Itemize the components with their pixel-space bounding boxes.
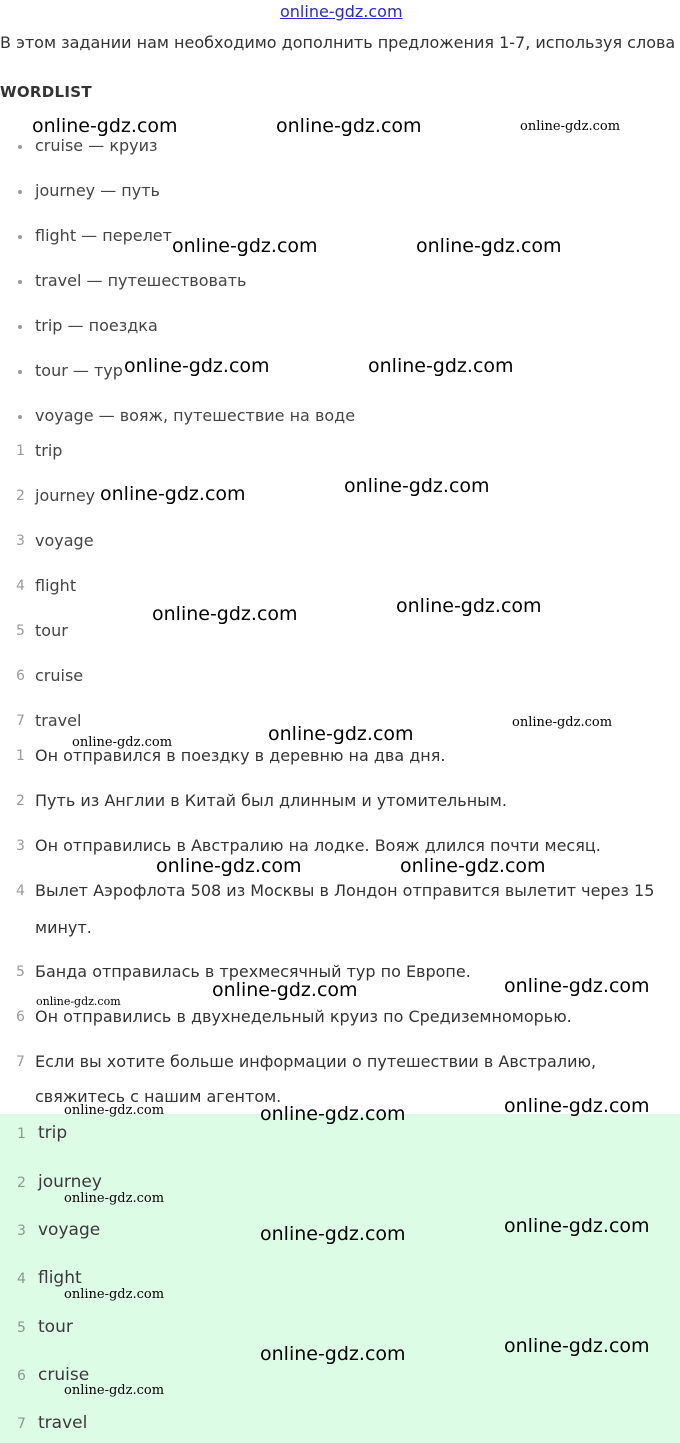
wordlist-item: voyage — вояж, путешествие на воде — [35, 406, 356, 425]
sentence: Он отправился в поездку в деревню на два дня. — [35, 746, 446, 765]
wordlist-item: trip — поездка — [35, 316, 158, 335]
item-number: 5 — [16, 964, 25, 980]
watermark: online-gdz.com — [152, 603, 298, 625]
watermark: online-gdz.com — [124, 355, 270, 377]
item-number: 2 — [16, 793, 25, 809]
watermark: online-gdz.com — [100, 483, 246, 505]
bullet-dot — [18, 145, 22, 149]
item-number: 4 — [16, 883, 25, 899]
answer-word: flight — [35, 576, 77, 595]
answer-word: trip — [35, 441, 63, 460]
watermark: online-gdz.com — [64, 1383, 165, 1398]
sentence-continuation: свяжитесь с нашим агентом. — [35, 1087, 282, 1106]
bullet-dot — [18, 280, 22, 284]
watermark: online-gdz.com — [260, 1343, 406, 1365]
item-number: 4 — [16, 578, 25, 594]
bullet-dot — [18, 190, 22, 194]
watermark: online-gdz.com — [400, 855, 546, 877]
item-number: 2 — [17, 1175, 26, 1191]
site-link[interactable]: online-gdz.com — [280, 2, 403, 21]
watermark: online-gdz.com — [416, 235, 562, 257]
item-number: 5 — [17, 1320, 26, 1336]
sentence: Вылет Аэрофлота 508 из Москвы в Лондон отправится вылетит через 15 — [35, 881, 655, 900]
watermark: online-gdz.com — [276, 115, 422, 137]
highlighted-answer: voyage — [38, 1220, 101, 1240]
watermark: online-gdz.com — [268, 723, 414, 745]
item-number: 1 — [17, 1126, 26, 1142]
wordlist-item: cruise — круиз — [35, 136, 158, 155]
bullet-dot — [18, 235, 22, 239]
watermark: online-gdz.com — [512, 715, 613, 730]
bullet-dot — [18, 370, 22, 374]
item-number: 3 — [16, 838, 25, 854]
watermark: online-gdz.com — [260, 1103, 406, 1125]
item-number: 4 — [17, 1271, 26, 1287]
watermark: online-gdz.com — [504, 1335, 650, 1357]
sentence: Он отправились в Австралию на лодке. Вояж длился почти месяц. — [35, 836, 601, 855]
watermark: online-gdz.com — [212, 979, 358, 1001]
watermark: online-gdz.com — [504, 1095, 650, 1117]
item-number: 6 — [16, 668, 25, 684]
watermark: online-gdz.com — [64, 1287, 165, 1302]
sentence: Путь из Англии в Китай был длинным и утомительным. — [35, 791, 507, 810]
item-number: 6 — [16, 1009, 25, 1025]
item-number: 6 — [17, 1368, 26, 1384]
item-number: 3 — [16, 533, 25, 549]
highlighted-answer: tour — [38, 1317, 73, 1337]
answer-word: tour — [35, 621, 68, 640]
watermark: online-gdz.com — [504, 1215, 650, 1237]
sentence: Он отправились в двухнедельный круиз по Средиземноморью. — [35, 1007, 572, 1026]
watermark: online-gdz.com — [64, 1191, 165, 1206]
watermark: online-gdz.com — [504, 975, 650, 997]
wordlist-item: tour — тур — [35, 361, 123, 380]
sentence: Банда отправилась в трехмесячный тур по Европе. — [35, 962, 471, 981]
item-number: 2 — [16, 488, 25, 504]
wordlist-item: travel — путешествовать — [35, 271, 247, 290]
watermark: online-gdz.com — [172, 235, 318, 257]
watermark: online-gdz.com — [520, 119, 621, 134]
item-number: 5 — [16, 623, 25, 639]
highlighted-answer: flight — [38, 1268, 82, 1288]
watermark: online-gdz.com — [260, 1223, 406, 1245]
watermark: online-gdz.com — [72, 735, 173, 750]
wordlist-heading: WORDLIST — [0, 83, 92, 101]
watermark: online-gdz.com — [64, 1103, 165, 1118]
watermark: online-gdz.com — [32, 115, 178, 137]
watermark: online-gdz.com — [36, 995, 121, 1008]
wordlist-item: journey — путь — [35, 181, 160, 200]
item-number: 1 — [16, 748, 25, 764]
highlighted-answer: travel — [38, 1413, 88, 1433]
item-number: 3 — [17, 1223, 26, 1239]
watermark: online-gdz.com — [344, 475, 490, 497]
highlighted-answer: cruise — [38, 1365, 90, 1385]
item-number: 7 — [17, 1416, 26, 1432]
watermark: online-gdz.com — [156, 855, 302, 877]
highlighted-answer: journey — [38, 1172, 102, 1192]
wordlist-item: flight — перелет — [35, 226, 172, 245]
item-number: 7 — [16, 713, 25, 729]
intro-text: В этом задании нам необходимо дополнить предложения 1-7, используя слова — [0, 33, 676, 52]
highlighted-answer: trip — [38, 1123, 68, 1143]
item-number: 7 — [16, 1054, 25, 1070]
bullet-dot — [18, 415, 22, 419]
watermark: online-gdz.com — [368, 355, 514, 377]
watermark: online-gdz.com — [396, 595, 542, 617]
answer-word: travel — [35, 711, 82, 730]
sentence: Если вы хотите больше информации о путешествии в Австралию, — [35, 1052, 597, 1071]
item-number: 1 — [16, 443, 25, 459]
answer-word: voyage — [35, 531, 94, 550]
answer-word: cruise — [35, 666, 84, 685]
sentence-continuation: минут. — [35, 918, 92, 937]
answer-word: journey — [35, 486, 96, 505]
bullet-dot — [18, 325, 22, 329]
